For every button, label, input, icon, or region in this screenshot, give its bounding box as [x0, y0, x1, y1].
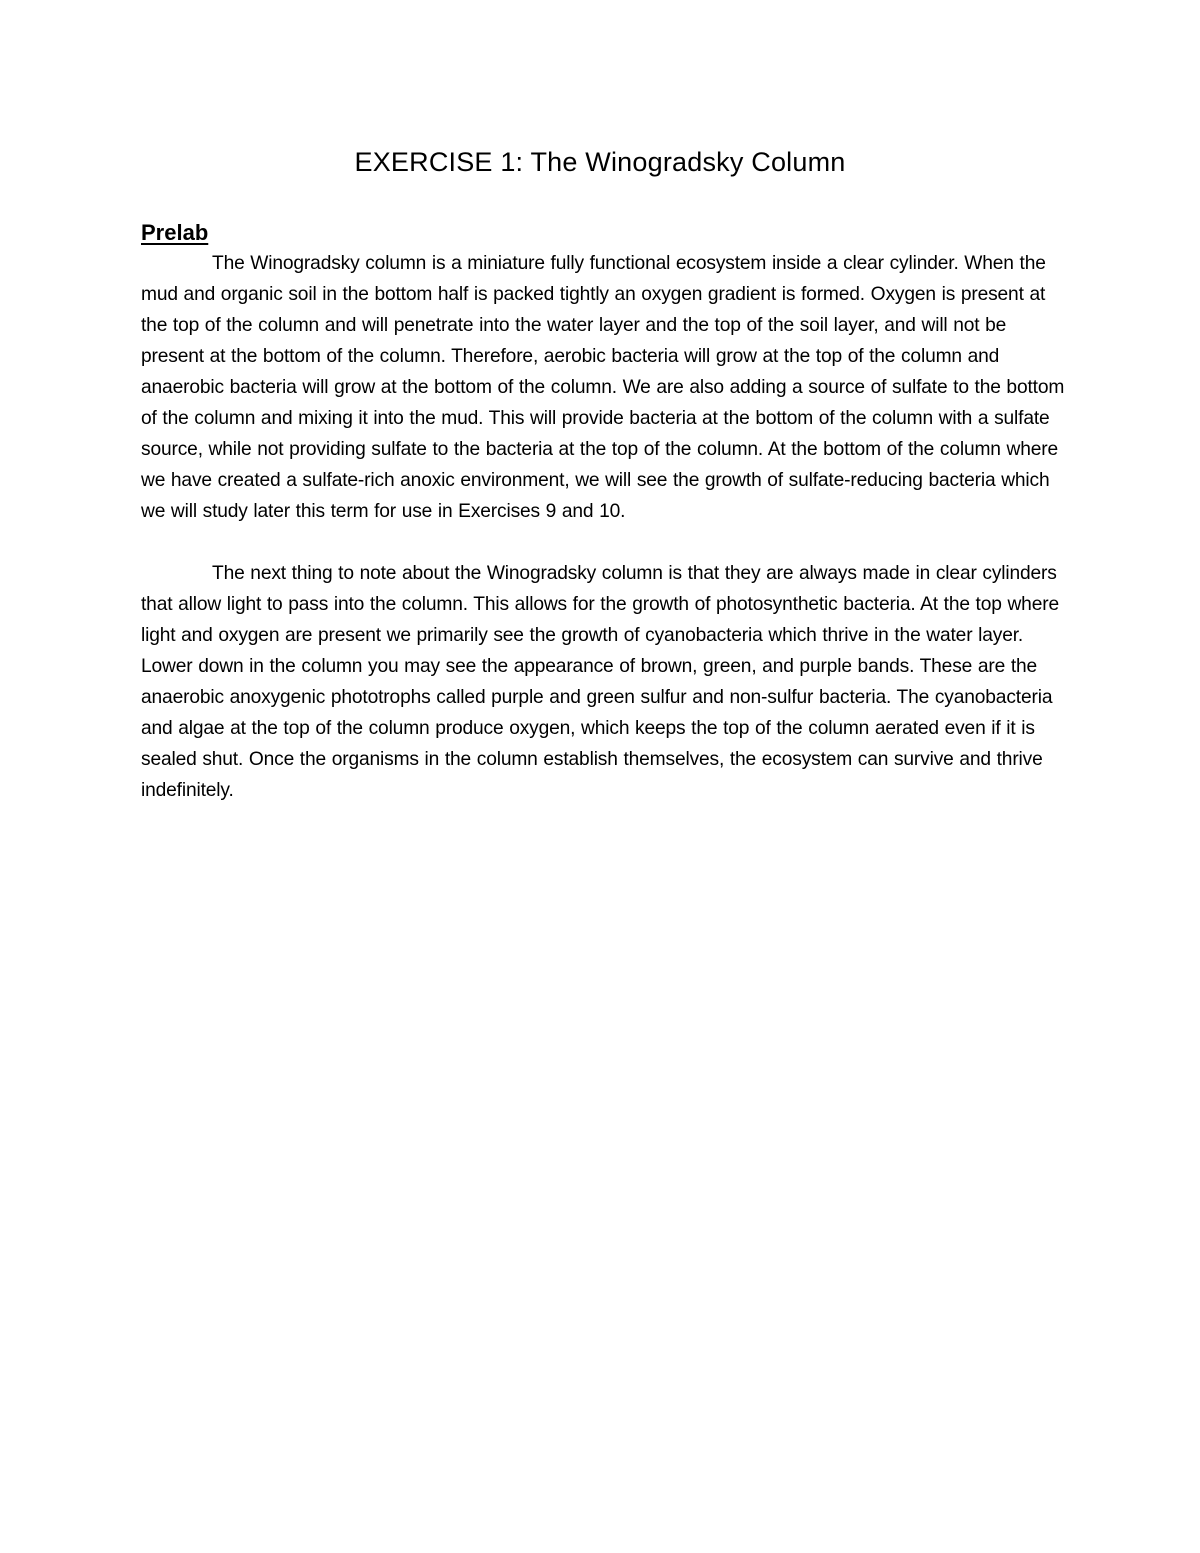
paragraph: The Winogradsky column is a miniature fully functional ecosystem inside a clear cylinder. When the mud and organic soil in the bottom half is packed tightly an oxygen gradient is formed. Oxygen is present at the top of the column and will penetrate into the water layer and the top of the soil layer, and will not be present at the bottom of the column. Therefore, aerobic bacteria will grow at the top of the column and anaerobic bacteria will grow at the bottom of the column. We are also adding a source of sulfate to the bottom of the column and mixing it into the mud. This will provide bacteria at the bottom of the column with a sulfate source, while not providing sulfate to the bacteria at the top of the column. At the bottom of the column where we have created a sulfate-rich anoxic environment, we will see the growth of sulfate-reducing bacteria which we will study later this term for use in Exercises 9 and 10.: [141, 253, 1065, 522]
paragraph: The next thing to note about the Winogradsky column is that they are always made in clear cylinders that allow light to pass into the column. This allows for the growth of photosynthetic bacteria. At the top where light and oxygen are present we primarily see the growth of cyanobacteria which thrive in the water layer. Lower down in the column you may see the appearance of brown, green, and purple bands. These are the anaerobic anoxygenic phototrophs called purple and green sulfur and non-sulfur bacteria. The cyanobacteria and algae at the top of the column produce oxygen, which keeps the top of the column aerated even if it is sealed shut. Once the organisms in the column establish themselves, the ecosystem can survive and thrive indefinitely.: [141, 563, 1059, 801]
document-title: EXERCISE 1: The Winogradsky Column: [354, 147, 846, 177]
document-body: [141, 218, 1066, 806]
section-heading-prelab: Prelab: [141, 220, 209, 245]
